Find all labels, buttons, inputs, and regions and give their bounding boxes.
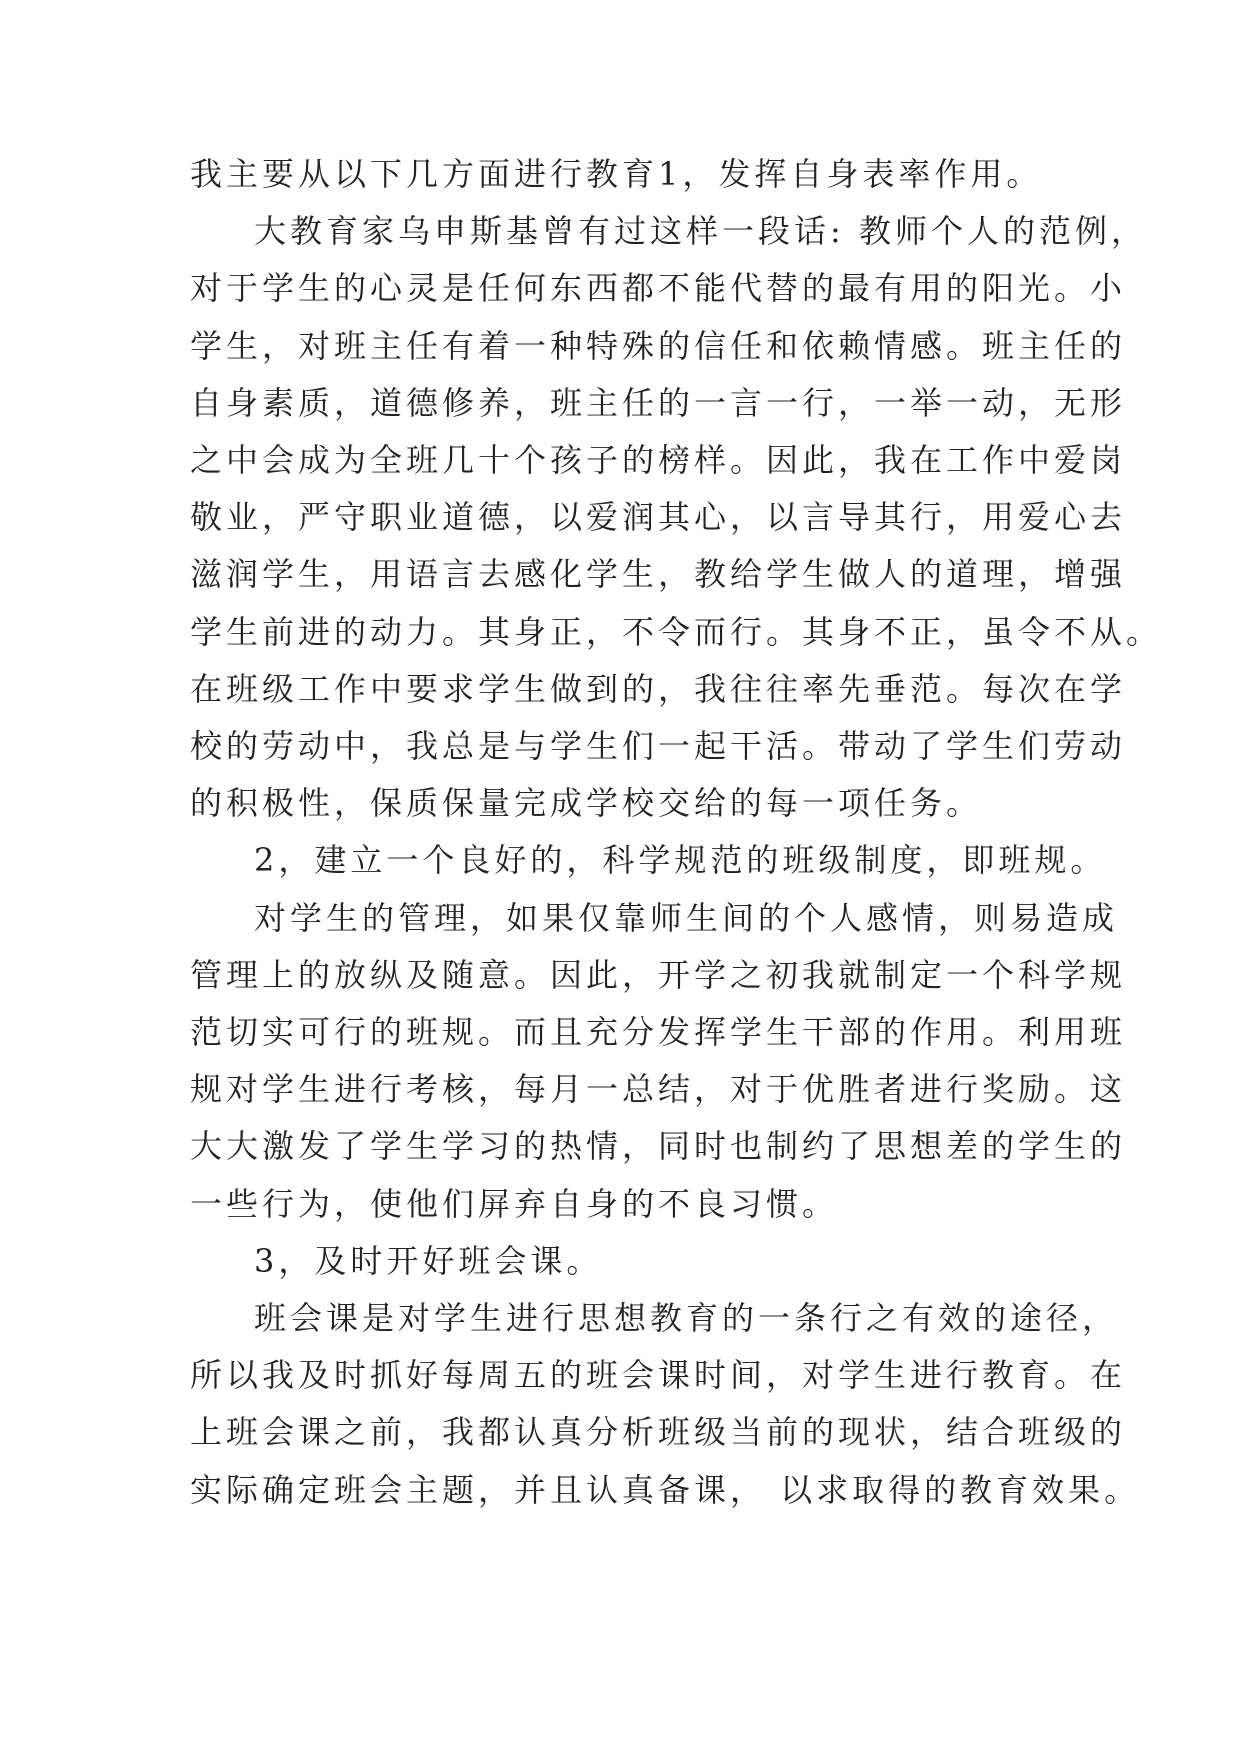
text-line: 实际确定班会主题，并且认真备课， 以求取得的教育效果。 [190,1470,1141,1509]
text-line: 2，建立一个良好的，科学规范的班级制度，即班规。 [254,841,1107,880]
text-line: 滋润学生，用语言去感化学生，教给学生做人的道理，增强 [190,555,1127,594]
text-line: 班会课是对学生进行思想教育的一条行之有效的途径， [254,1299,1119,1337]
text-line: 之中会成为全班几十个孩子的榜样。因此，我在工作中爱岗 [190,441,1127,479]
text-line: 大教育家乌申斯基曾有过这样一段话: 教师个人的范例， [254,212,1147,251]
text-line: 我主要从以下几方面进行教育1，发挥自身表率作用。 [190,155,1043,193]
text-line: 管理上的放纵及随意。因此，开学之初我就制定一个科学规 [190,955,1127,994]
text-line: 3，及时开好班会课。 [254,1241,603,1280]
text-line: 上班会课之前，我都认真分析班级当前的现状，结合班级的 [190,1413,1127,1452]
text-line: 学生，对班主任有着一种特殊的信任和依赖情感。班主任的 [190,326,1127,365]
text-line: 所以我及时抓好每周五的班会课时间，对学生进行教育。在 [190,1356,1127,1395]
text-line: 在班级工作中要求学生做到的，我往往率先垂范。每次在学 [190,669,1127,708]
text-line: 的积极性，保质保量完成学校交给的每一项任务。 [190,784,983,823]
text-line: 对于学生的心灵是任何东西都不能代替的最有用的阳光。小 [190,269,1127,308]
text-line: 校的劳动中，我总是与学生们一起干活。带动了学生们劳动 [190,727,1127,765]
text-line: 自身素质，道德修养，班主任的一言一行，一举一动，无形 [190,383,1127,422]
text-line: 大大激发了学生学习的热情，同时也制约了思想差的学生的 [190,1127,1127,1166]
text-line: 规对学生进行考核，每月一总结，对于优胜者进行奖励。这 [190,1070,1127,1109]
text-line: 对学生的管理，如果仅靠师生间的个人感情，则易造成 [254,898,1119,937]
text-line: 学生前进的动力。其身正，不令而行。其身不正，虽令不从。 [190,612,1163,651]
text-line: 一些行为，使他们屏弃自身的不良习惯。 [190,1184,839,1223]
text-line: 敬业，严守职业道德，以爱润其心，以言导其行，用爱心去 [190,498,1127,537]
text-line: 范切实可行的班规。而且充分发挥学生干部的作用。利用班 [190,1013,1127,1051]
